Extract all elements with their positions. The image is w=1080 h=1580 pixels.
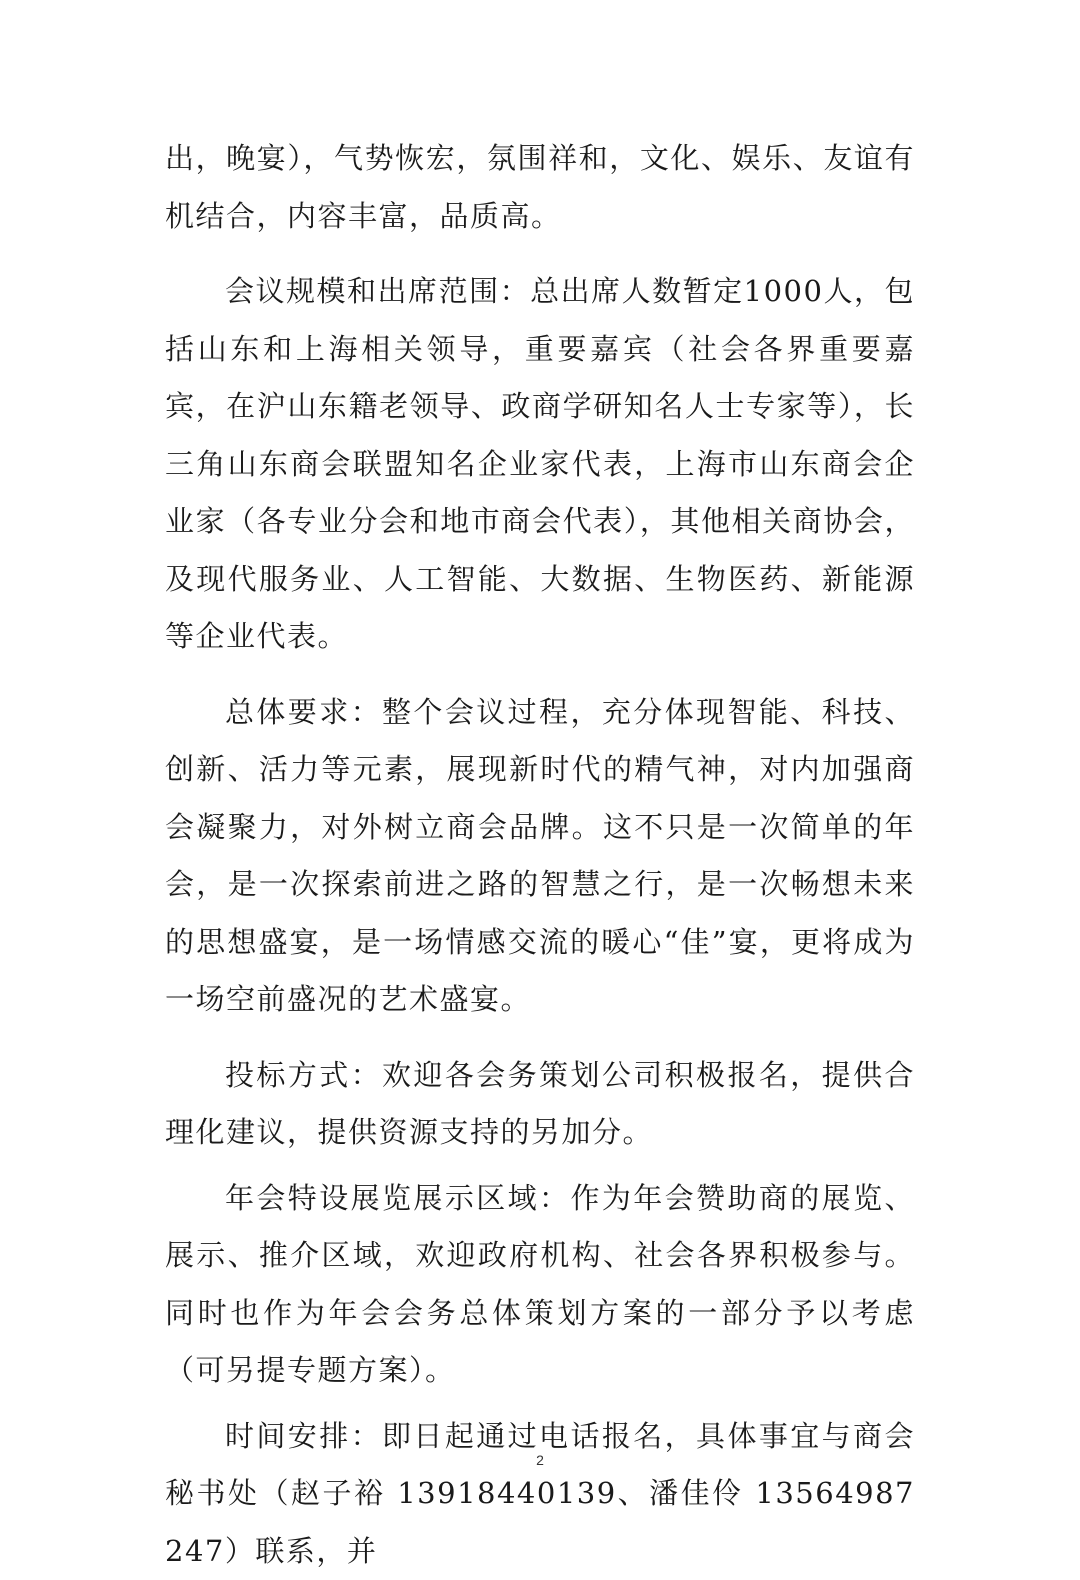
paragraph-meeting-scale: 会议规模和出席范围：总出席人数暂定1000人，包括山东和上海相关领导，重要嘉宾（社会各界重要嘉宾，在沪山东籍老领导、政商学研知名人士专家等），长三角山东商会联盟知名企业家代表，上海市山东商会企业家（各专业分会和地市商会代表），其他相关商协会，及现代服务业、人工智能、大数据、生物医药、新能源等企业代表。	[165, 263, 915, 666]
paragraph-bidding-method: 投标方式：欢迎各会务策划公司积极报名，提供合理化建议，提供资源支持的另加分。	[165, 1047, 915, 1162]
paragraph-continuation: 出，晚宴），气势恢宏，氛围祥和，文化、娱乐、友谊有机结合，内容丰富，品质高。	[165, 130, 915, 245]
paragraph-exhibition-area: 年会特设展览展示区域：作为年会赞助商的展览、展示、推介区域，欢迎政府机构、社会各界积极参与。同时也作为年会会务总体策划方案的一部分予以考虑（可另提专题方案）。	[165, 1170, 915, 1400]
page-number: 2	[0, 1452, 1080, 1468]
paragraph-overall-requirements: 总体要求：整个会议过程，充分体现智能、科技、创新、活力等元素，展现新时代的精气神，对内加强商会凝聚力，对外树立商会品牌。这不只是一次简单的年会，是一次探索前进之路的智慧之行，是一次畅想未来的思想盛宴，是一场情感交流的暖心“佳”宴，更将成为一场空前盛况的艺术盛宴。	[165, 684, 915, 1029]
paragraph-schedule: 时间安排：即日起通过电话报名，具体事宜与商会秘书处（赵子裕 13918440139、潘佳伶 13564987247）联系，并	[165, 1408, 915, 1580]
document-body	[165, 130, 915, 1580]
